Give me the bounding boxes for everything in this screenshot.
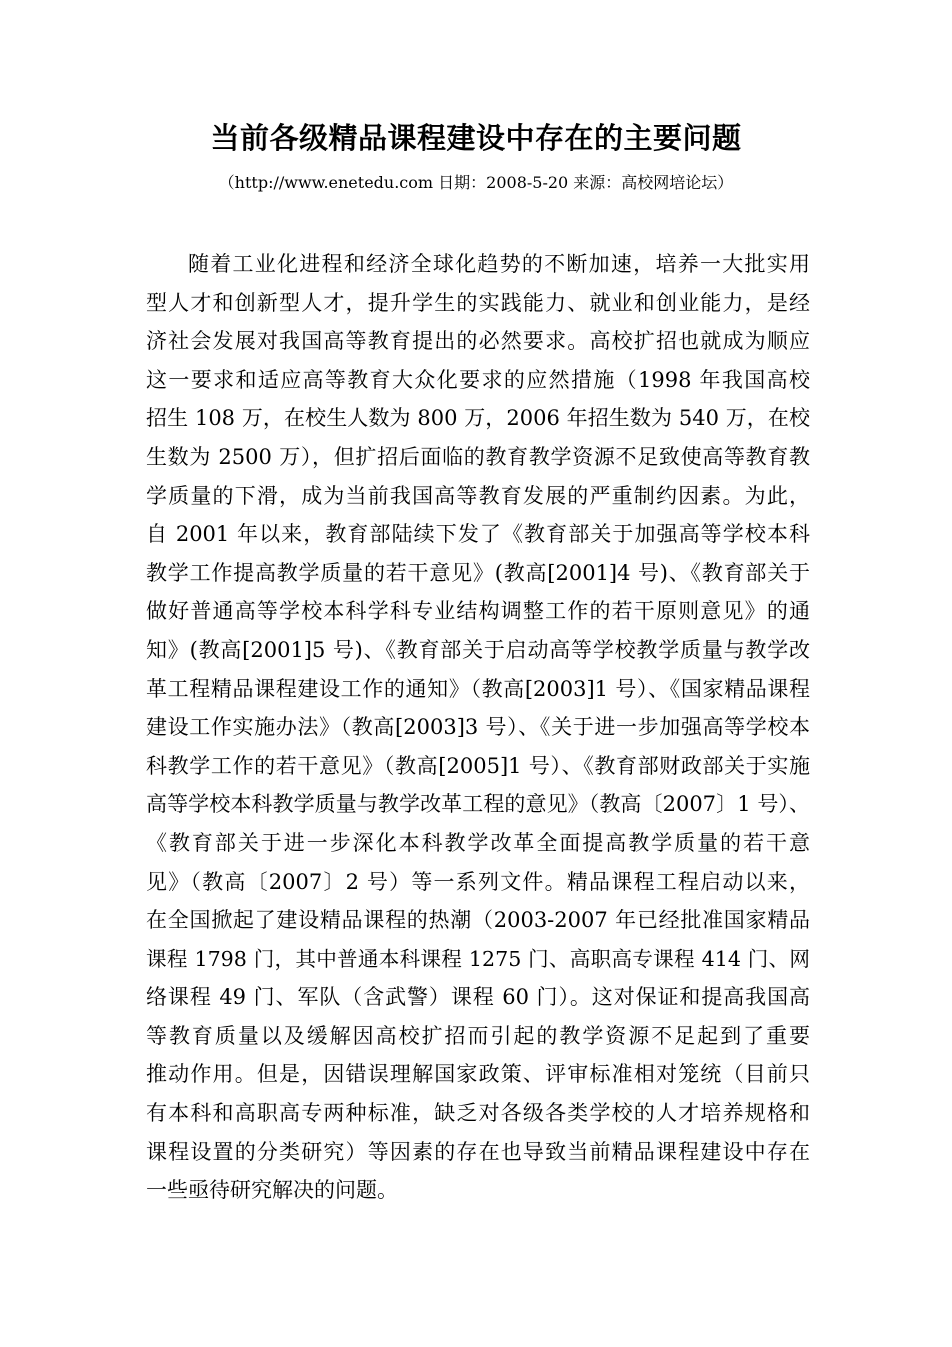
paragraph-line: 招生 108 万，在校生人数为 800 万，2006 年招生数为 540 万，在校 <box>146 406 810 431</box>
paragraph-line: 在全国掀起了建设精品课程的热潮（2003-2007 年已经批准国家精品 <box>146 908 810 933</box>
paragraph-line: 自 2001 年以来，教育部陆续下发了《教育部关于加强高等学校本科 <box>146 522 810 547</box>
paragraph-line: 革工程精品课程建设工作的通知》（教高[2003]1 号）、《国家精品课程 <box>146 676 810 701</box>
paragraph-line: 《教育部关于进一步深化本科教学改革全面提高教学质量的若干意 <box>146 830 810 855</box>
paragraph-line: 络课程 49 门、军队（含武警）课程 60 门）。这对保证和提高我国高 <box>146 985 810 1010</box>
paragraph-line: 见》（教高〔2007〕2 号）等一系列文件。精品课程工程启动以来， <box>146 869 810 894</box>
paragraph-line: 科教学工作的若干意见》（教高[2005]1 号）、《教育部财政部关于实施 <box>146 753 810 778</box>
paragraph-line: 学质量的下滑，成为当前我国高等教育发展的严重制约因素。为此， <box>146 483 810 508</box>
paragraph-line: 有本科和高职高专两种标准，缺乏对各级各类学校的人才培养规格和 <box>146 1101 810 1126</box>
paragraph-line: 济社会发展对我国高等教育提出的必然要求。高校扩招也就成为顺应 <box>146 329 810 354</box>
body-paragraph <box>146 245 810 1210</box>
paragraph-line: 型人才和创新型人才，提升学生的实践能力、就业和创业能力，是经 <box>146 290 810 315</box>
paragraph-line: 课程 1798 门，其中普通本科课程 1275 门、高职高专课程 414 门、网 <box>146 946 810 971</box>
paragraph-line: 推动作用。但是，因错误理解国家政策、评审标准相对笼统（目前只 <box>146 1062 810 1087</box>
paragraph-line: 这一要求和适应高等教育大众化要求的应然措施（1998 年我国高校 <box>146 367 810 392</box>
article-meta: （http://www.enetedu.com 日期：2008-5-20 来源：高校网培论坛） <box>218 173 734 192</box>
paragraph-line: 做好普通高等学校本科学科专业结构调整工作的若干原则意见》的通 <box>146 599 810 624</box>
paragraph-line: 知》(教高[2001]5 号)、《教育部关于启动高等学校教学质量与教学改 <box>146 637 810 662</box>
paragraph-line: 建设工作实施办法》（教高[2003]3 号）、《关于进一步加强高等学校本 <box>146 715 810 740</box>
paragraph-line: 教学工作提高教学质量的若干意见》(教高[2001]4 号)、《教育部关于 <box>146 560 810 585</box>
paragraph-line: 课程设置的分类研究）等因素的存在也导致当前精品课程建设中存在 <box>146 1139 810 1164</box>
paragraph-line: 随着工业化进程和经济全球化趋势的不断加速，培养一大批实用 <box>188 252 810 276</box>
paragraph-line: 等教育质量以及缓解因高校扩招而引起的教学资源不足起到了重要 <box>146 1023 810 1048</box>
page-title: 当前各级精品课程建设中存在的主要问题 <box>210 121 742 155</box>
paragraph-line: 高等学校本科教学质量与教学改革工程的意见》（教高〔2007〕1 号）、 <box>146 792 810 817</box>
paragraph-line: 一些亟待研究解决的问题。 <box>146 1178 398 1203</box>
paragraph-line: 生数为 2500 万），但扩招后面临的教育教学资源不足致使高等教育教 <box>146 444 810 469</box>
